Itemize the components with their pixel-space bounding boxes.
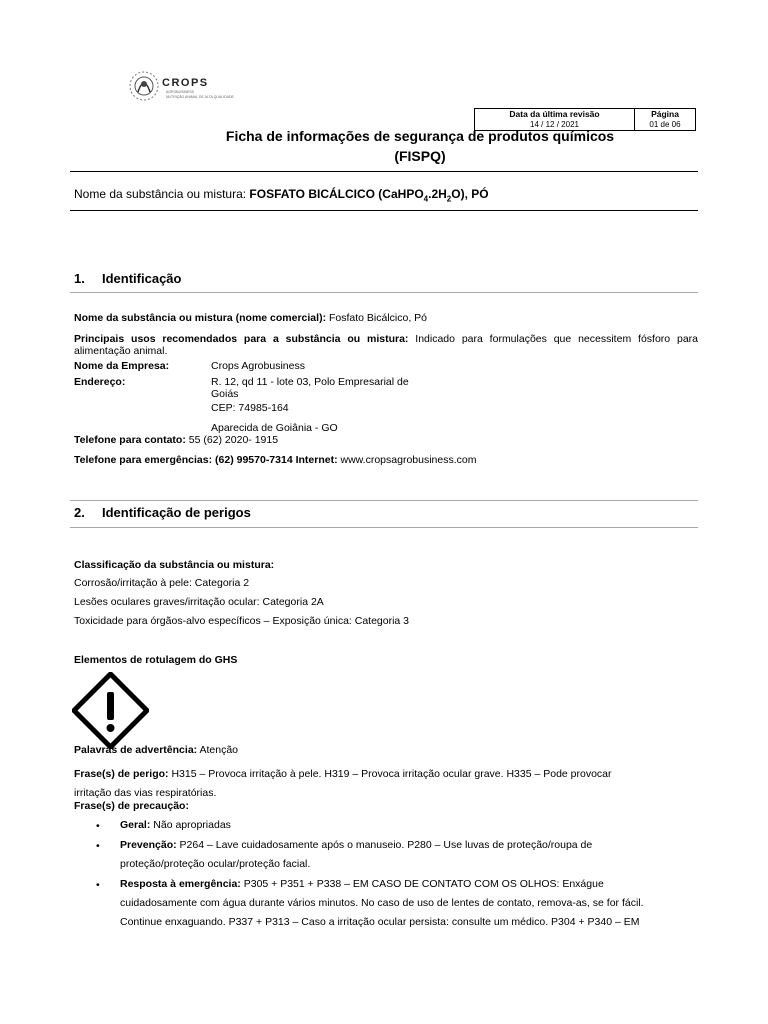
section-1-number: 1. <box>74 271 85 286</box>
contact-phone-value: 55 (62) 2020- 1915 <box>185 434 279 446</box>
emergency-phone-label: Telefone para emergências: (62) 99570-7314 <box>74 454 293 466</box>
section-1-heading <box>74 271 181 286</box>
section-1-divider <box>70 292 698 293</box>
substance-label: Nome da substância ou mistura: <box>74 187 250 201</box>
revision-date-label: Data da última revisão <box>509 109 600 119</box>
commercial-name-line <box>74 312 427 324</box>
internet-link[interactable]: www.cropsagrobusiness.com <box>337 454 477 466</box>
bullet: • <box>96 820 100 832</box>
recommended-uses <box>74 333 698 357</box>
ghs-label: Elementos de rotulagem do GHS <box>74 654 238 666</box>
address-line-2: Goiás <box>211 388 239 400</box>
signal-word-line <box>74 744 238 756</box>
section-2-title: Identificação de perigos <box>102 505 251 520</box>
company-label: Nome da Empresa: <box>74 360 170 372</box>
classification-label: Classificação da substância ou mistura: <box>74 559 275 571</box>
address-line-1: R. 12, qd 11 - lote 03, Polo Empresarial de <box>211 376 409 388</box>
company-value: Crops Agrobusiness <box>211 360 305 372</box>
signal-word-label: Palavras de advertência: <box>74 744 198 756</box>
emergency-phone-line <box>74 454 476 466</box>
document-title-line2: (FISPQ) <box>394 148 446 164</box>
contact-phone-line <box>74 434 278 446</box>
precaution-label: Frase(s) de precaução: <box>74 800 189 812</box>
page-label: Página <box>651 109 679 119</box>
section-2-number: 2. <box>74 505 85 520</box>
uses-label: Principais usos recomendados para a substância ou mistura: <box>74 333 409 345</box>
precaution-general <box>120 816 698 835</box>
hazard-statements <box>74 765 698 803</box>
crops-emblem-icon <box>124 64 164 108</box>
section-2-divider <box>70 527 698 528</box>
commercial-name-value: Fosfato Bicálcico, Pó <box>326 312 428 324</box>
bullet: • <box>96 840 100 852</box>
general-label: Geral: <box>120 819 151 831</box>
internet-label: Internet: <box>292 454 338 466</box>
response-value-2: cuidadosamente com água durante vários minutos. No caso de uso de lentes de contato, remova-as, se for fácil. <box>120 897 644 909</box>
classification-item-2: Lesões oculares graves/irritação ocular: Categoria 2A <box>74 596 324 608</box>
hazard-label: Frase(s) de perigo: <box>74 768 169 780</box>
exclamation-mark-pictogram-icon <box>72 672 149 749</box>
section-2-heading <box>74 505 251 520</box>
general-value: Não apropriadas <box>150 819 231 831</box>
prevention-value-1: P264 – Lave cuidadosamente após o manuseio. P280 – Use luvas de proteção/roupa de <box>176 839 593 851</box>
address-line-3: CEP: 74985-164 <box>211 402 289 414</box>
title-divider <box>70 171 698 172</box>
commercial-name-label: Nome da substância ou mistura (nome comercial): <box>74 312 327 324</box>
precaution-prevention <box>120 836 698 874</box>
precaution-response <box>120 875 698 932</box>
address-value <box>211 376 409 434</box>
section-1-title: Identificação <box>102 271 182 286</box>
document-title <box>150 126 690 166</box>
address-label: Endereço: <box>74 376 126 388</box>
logo-subtitle: AGROBUSINESS <box>166 90 195 94</box>
company-logo <box>124 64 234 108</box>
logo-name: CROPS <box>162 77 209 89</box>
hazard-value-2: irritação das vias respiratórias. <box>74 787 217 799</box>
response-value-3: Continue enxaguando. P337 + P313 – Caso a irritação ocular persista: consulte um médico. P304 + P340 – EM <box>120 916 640 928</box>
substance-name: FOSFATO BICÁLCICO $(CaHPO_4.2H_2O)$, PÓ <box>249 187 489 204</box>
response-value-1: P305 + P351 + P338 – EM CASO DE CONTATO COM OS OLHOS: Enxágue <box>240 878 604 890</box>
revision-date-value: 14 / 12 / 2021 <box>530 120 579 129</box>
classification-item-1: Corrosão/irritação à pele: Categoria 2 <box>74 577 250 589</box>
prevention-label: Prevenção: <box>120 839 177 851</box>
prevention-value-2: proteção/proteção ocular/proteção facial. <box>120 858 311 870</box>
substance-divider <box>70 210 698 211</box>
response-label: Resposta à emergência: <box>120 878 241 890</box>
uses-value: Indicado para formulações que necessitem fósforo para alimentação animal. <box>74 333 698 357</box>
hazard-value-1: H315 – Provoca irritação à pele. H319 – Provoca irritação ocular grave. H335 – Pode provocar <box>168 768 612 780</box>
address-line-4: Aparecida de Goiânia - GO <box>211 422 338 434</box>
signal-word-value: Atenção <box>197 744 239 756</box>
section-2-top-divider <box>70 500 698 501</box>
contact-phone-label: Telefone para contato: <box>74 434 186 446</box>
substance-name-line <box>74 187 489 203</box>
classification-item-3: Toxicidade para órgãos-alvo específicos – Exposição única: Categoria 3 <box>74 615 410 627</box>
logo-tagline: NUTRIÇÃO ANIMAL DE ALTA QUALIDADE <box>166 95 234 99</box>
bullet: • <box>96 879 100 891</box>
page-value: 01 de 06 <box>649 120 681 129</box>
document-title-line1: Ficha de informações de segurança de produtos químicos <box>225 128 615 144</box>
